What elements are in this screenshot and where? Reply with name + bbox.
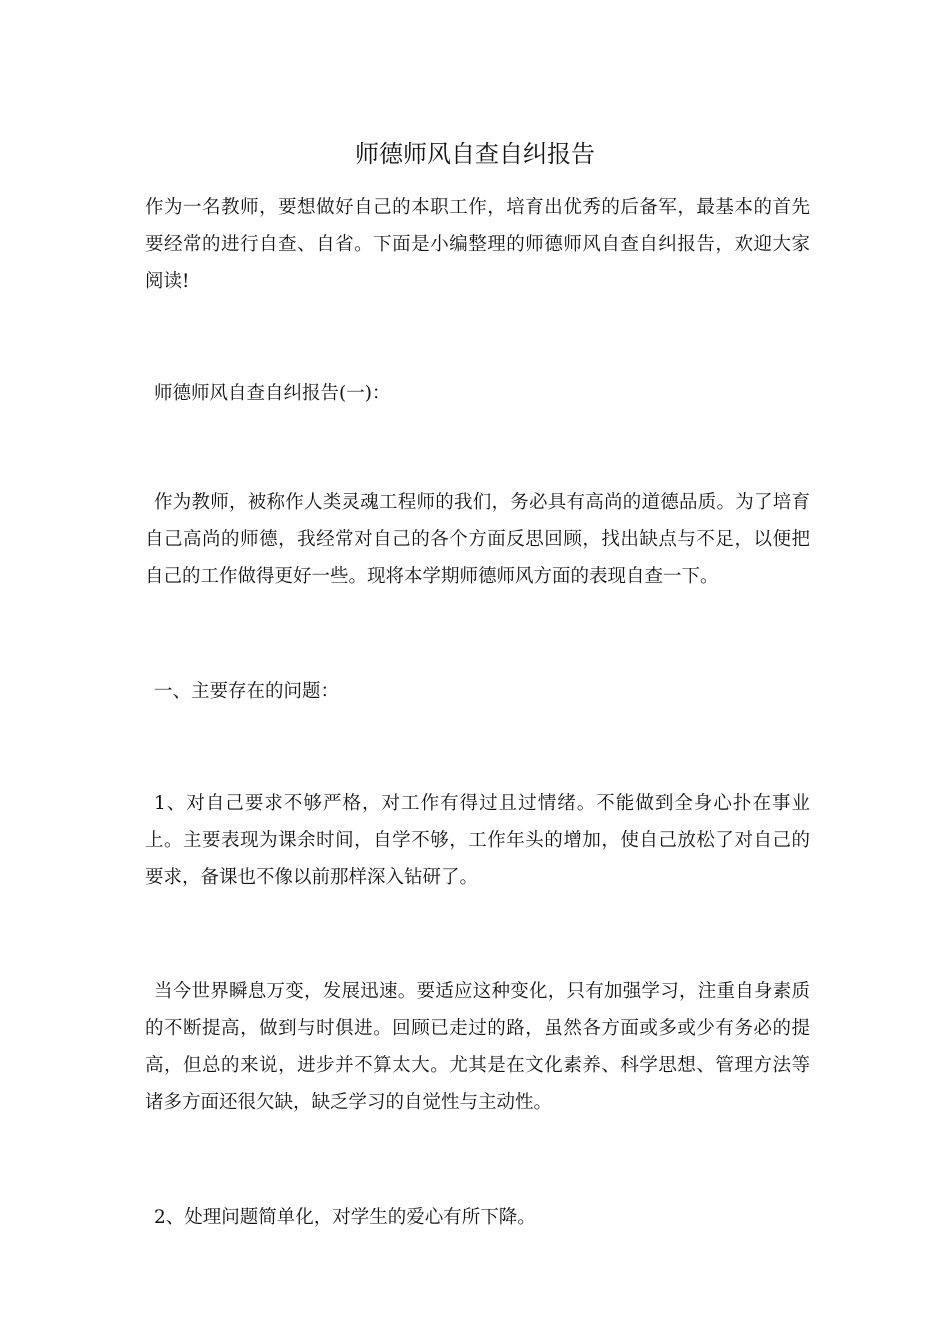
body-paragraph-2: 当今世界瞬息万变，发展迅速。要适应这种变化，只有加强学习，注重自身素质的不断提高，做到与时俱进。回顾已走过的路，虽然各方面或多或少有务必的提高，但总的来说，进步并不算太大。尤其是在文化素养、科学思想、管理方法等诸多方面还很欠缺，缺乏学习的自觉性与主动性。 [145, 981, 810, 1113]
body-paragraph-1: 作为教师，被称作人类灵魂工程师的我们，务必具有高尚的道德品质。为了培育自己高尚的师德，我经常对自己的各个方面反思回顾，找出缺点与不足，以便把自己的工作做得更好一些。现将本学期师德师风方面的表现自查一下。 [145, 492, 810, 587]
list-item-2: 2、处理问题简单化，对学生的爱心有所下降。 [154, 1207, 536, 1228]
subheading-problems: 一、主要存在的问题： [154, 681, 340, 702]
document-title: 师德师风自查自纠报告 [355, 140, 595, 168]
list-item-1: 1、对自己要求不够严格，对工作有得过且过情绪。不能做到全身心扑在事业上。主要表现为课余时间，自学不够，工作年头的增加，使自己放松了对自己的要求，备课也不像以前那样深入钻研了。 [145, 793, 810, 888]
section-heading: 师德师风自查自纠报告(一)： [154, 383, 391, 404]
intro-paragraph: 作为一名教师，要想做好自己的本职工作，培育出优秀的后备军，最基本的首先要经常的进行自查、自省。下面是小编整理的师德师风自查自纠报告，欢迎大家阅读! [145, 197, 810, 292]
